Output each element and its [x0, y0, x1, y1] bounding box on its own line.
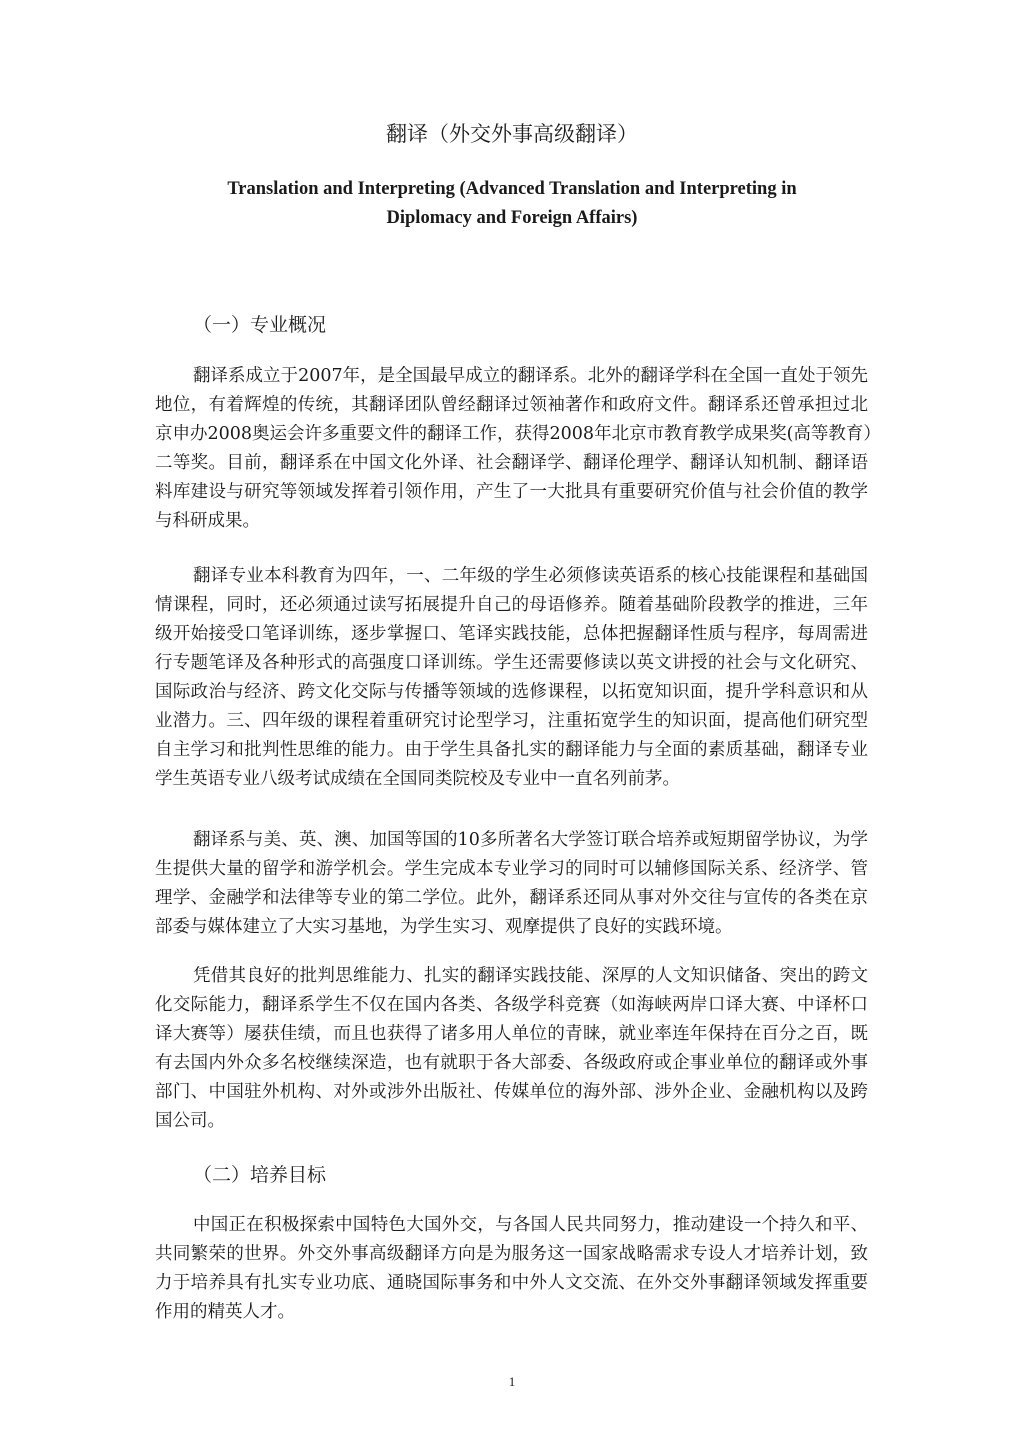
- paragraph: [155, 826, 868, 942]
- paragraph-line: 理学、金融学和法律等专业的第二学位。此外，翻译系还同从事对外交往与宣传的各类在京: [155, 888, 868, 908]
- paragraph-line: 行专题笔译及各种形式的高强度口译训练。学生还需要修读以英文讲授的社会与文化研究、: [155, 653, 868, 673]
- section-heading-overview: （一）专业概况: [193, 314, 327, 336]
- paragraph-line: 自主学习和批判性思维的能力。由于学生具备扎实的翻译能力与全面的素质基础，翻译专业: [155, 740, 868, 760]
- paragraph-line: 翻译系成立于2007年，是全国最早成立的翻译系。北外的翻译学科在全国一直处于领先: [193, 366, 868, 386]
- paragraph-line: 业潜力。三、四年级的课程着重研究讨论型学习，注重拓宽学生的知识面，提高他们研究型: [155, 711, 868, 731]
- paragraph-line: 化交际能力，翻译系学生不仅在国内各类、各级学科竞赛（如海峡两岸口译大赛、中译杯口: [155, 995, 868, 1015]
- paragraph-line: 部委与媒体建立了大实习基地，为学生实习、观摩提供了良好的实践环境。: [155, 917, 733, 937]
- paragraph-line: 中国正在积极探索中国特色大国外交，与各国人民共同努力，推动建设一个持久和平、: [193, 1215, 868, 1235]
- page-number: 1: [508, 1374, 516, 1389]
- paragraph: [155, 562, 868, 794]
- paragraph: [155, 962, 868, 1136]
- paragraph-line: 料库建设与研究等领域发挥着引领作用，产生了一大批具有重要研究价值与社会价值的教学: [155, 482, 868, 502]
- paragraph-line: 情课程，同时，还必须通过读写拓展提升自己的母语修养。随着基础阶段教学的推进，三年: [155, 595, 868, 615]
- paragraph-line: 译大赛等）屡获佳绩，而且也获得了诸多用人单位的青睐，就业率连年保持在百分之百，既: [155, 1024, 868, 1044]
- paragraph-line: 京申办2008奥运会许多重要文件的翻译工作，获得2008年北京市教育教学成果奖(高等教育）: [155, 424, 881, 444]
- english-title: [0, 175, 1024, 233]
- paragraph-line: 学生英语专业八级考试成绩在全国同类院校及专业中一直名列前茅。: [155, 769, 680, 789]
- english-title-line: Translation and Interpreting (Advanced Translation and Interpreting in: [227, 179, 797, 199]
- paragraph-line: 国公司。: [155, 1111, 225, 1131]
- section-heading-goals: （二）培养目标: [193, 1164, 327, 1186]
- paragraph-line: 与科研成果。: [155, 511, 260, 531]
- paragraph-line: 级开始接受口笔译训练，逐步掌握口、笔译实践技能，总体把握翻译性质与程序，每周需进: [155, 624, 868, 644]
- paragraph-line: 翻译系与美、英、澳、加国等国的10多所著名大学签订联合培养或短期留学协议，为学: [193, 830, 868, 850]
- paragraph-line: 二等奖。目前，翻译系在中国文化外译、社会翻译学、翻译伦理学、翻译认知机制、翻译语: [155, 453, 868, 473]
- paragraph-line: 地位，有着辉煌的传统，其翻译团队曾经翻译过领袖著作和政府文件。翻译系还曾承担过北: [155, 395, 868, 415]
- paragraph-line: 部门、中国驻外机构、对外或涉外出版社、传媒单位的海外部、涉外企业、金融机构以及跨: [155, 1082, 868, 1102]
- paragraph-line: 力于培养具有扎实专业功底、通晓国际事务和中外人文交流、在外交外事翻译领域发挥重要: [155, 1273, 868, 1293]
- paragraph-line: 共同繁荣的世界。外交外事高级翻译方向是为服务这一国家战略需求专设人才培养计划，致: [155, 1244, 868, 1264]
- paragraph-line: 翻译专业本科教育为四年，一、二年级的学生必须修读英语系的核心技能课程和基础国: [193, 566, 868, 586]
- document-title: 翻译（外交外事高级翻译）: [386, 122, 638, 146]
- english-title-line: Diplomacy and Foreign Affairs): [386, 208, 638, 228]
- paragraph: [155, 362, 881, 536]
- paragraph-line: 国际政治与经济、跨文化交际与传播等领域的选修课程，以拓宽知识面，提升学科意识和从: [155, 682, 868, 702]
- paragraph-line: 生提供大量的留学和游学机会。学生完成本专业学习的同时可以辅修国际关系、经济学、管: [155, 859, 868, 879]
- paragraph-line: 凭借其良好的批判思维能力、扎实的翻译实践技能、深厚的人文知识储备、突出的跨文: [193, 966, 868, 986]
- paragraph-line: 有去国内外众多名校继续深造，也有就职于各大部委、各级政府或企事业单位的翻译或外事: [155, 1053, 868, 1073]
- paragraph-line: 作用的精英人才。: [155, 1302, 295, 1322]
- paragraph: [155, 1211, 868, 1327]
